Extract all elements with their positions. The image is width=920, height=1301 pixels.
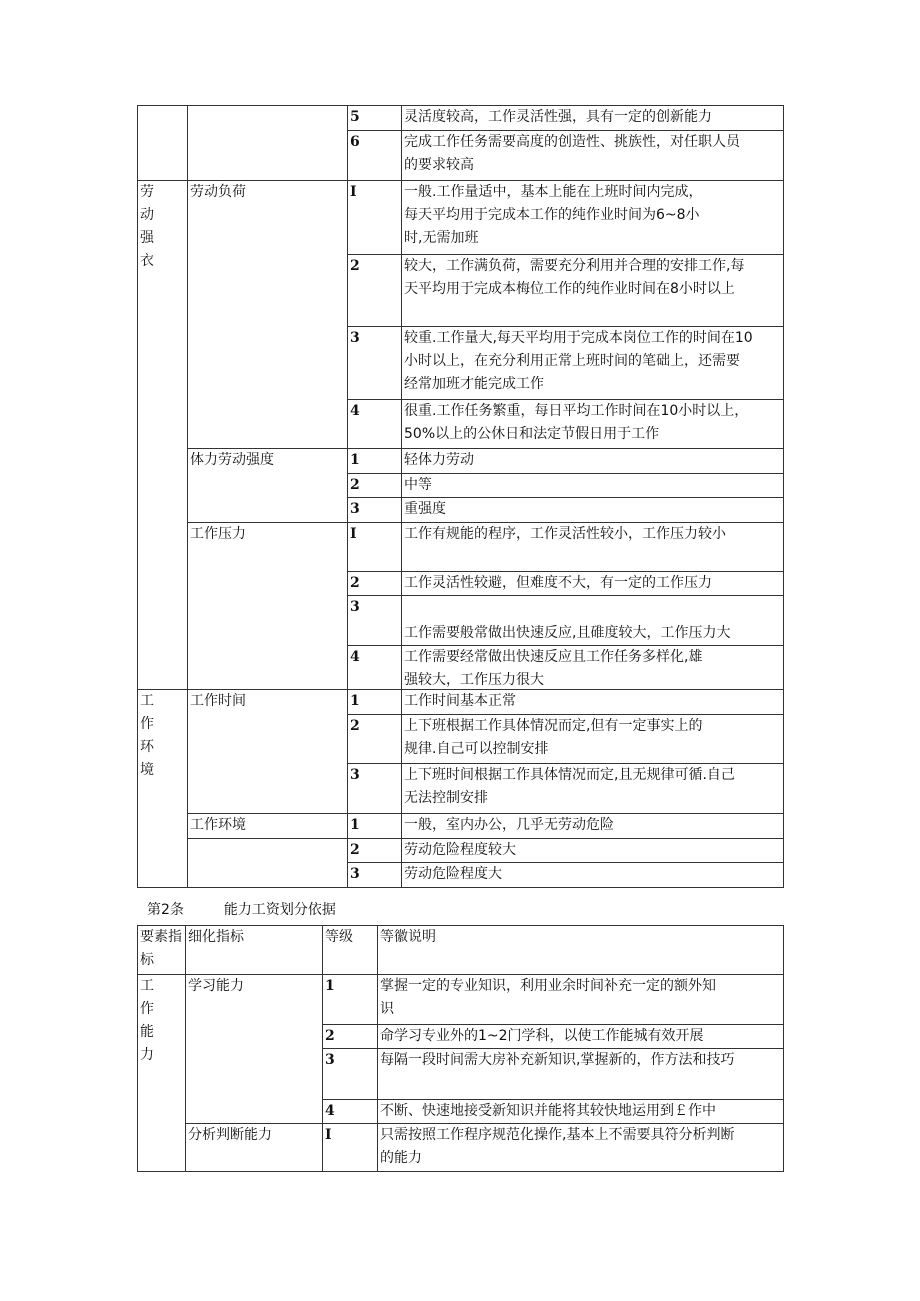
level-cell: 1 (323, 975, 378, 1025)
description-cell: 工作需要般常做出快速反应,且碓度较大，工作压力大 (402, 596, 784, 646)
description-cell: 工作时间基本正常 (402, 690, 784, 715)
sub-indicator-learning: 学习能力 (186, 975, 323, 1124)
level-cell: I (348, 181, 402, 255)
description-cell: 命学习专业外的1~2门学科，以使工作能城有效开展 (378, 1025, 784, 1049)
description-cell: 灵活度较高，工作灵活性强，具有一定的创新能力 (402, 106, 784, 131)
table-row (138, 690, 784, 715)
level-cell: 4 (348, 646, 402, 690)
description-cell: 一般.工作量适中，基本上能在上班时间内完成， 每天平均用于完成本工作的纯作业时间为6~8小 时,无需加班 (402, 181, 784, 255)
description-cell: 劳动危险程度较大 (402, 839, 784, 863)
header-level: 等级 (323, 926, 378, 975)
description-cell: 只需按照工作程序规范化操作,基本上不需要具符分析判断 的能力 (378, 1124, 784, 1172)
section-title (147, 899, 336, 919)
description-cell: 工作灵活性较避，但难度不大，有一定的工作压力 (402, 572, 784, 596)
level-cell: 2 (348, 715, 402, 764)
level-cell: 5 (348, 106, 402, 131)
level-cell: I (323, 1124, 378, 1172)
table-row (138, 106, 784, 131)
header-description: 等徽说明 (378, 926, 784, 975)
description-cell: 重强度 (402, 498, 784, 523)
level-cell: 3 (323, 1049, 378, 1100)
category-cell (138, 106, 188, 181)
table-row (138, 814, 784, 839)
sub-indicator-work-environment: 工作环境 (188, 814, 348, 839)
article-number: 第2条 (147, 902, 184, 918)
level-cell: 2 (348, 839, 402, 863)
level-cell: 2 (348, 572, 402, 596)
sub-indicator-empty (188, 839, 348, 888)
category-labor-intensity: 劳 动 强 衣 (138, 181, 188, 690)
table-row (138, 181, 784, 255)
description-cell: 劳动危险程度大 (402, 863, 784, 888)
description-cell: 一般，室内办公，几乎无劳动危险 (402, 814, 784, 839)
table-header-row (138, 926, 784, 975)
section-name: 能力工资划分依据 (223, 902, 336, 918)
header-factor: 要素指 标 (138, 926, 186, 975)
description-cell: 上下班根据工作具体情况而定,但有一定事实上的 规律.自己可以控制安排 (402, 715, 784, 764)
job-evaluation-table (137, 105, 784, 888)
description-cell: 很重.工作任务繁重，每日平均工作时间在10小时以上， 50%以上的公休日和法定节假日用于工作 (402, 400, 784, 449)
sub-indicator-work-pressure: 工作压力 (188, 523, 348, 690)
description-cell: 上下班时间根据工作具体情况而定,且无规律可循.自己 无法控制安排 (402, 764, 784, 814)
table-row (138, 975, 784, 1025)
level-cell: 4 (348, 400, 402, 449)
table-row (138, 1124, 784, 1172)
table-row (138, 523, 784, 572)
sub-indicator-labor-load: 劳动负荷 (188, 181, 348, 449)
category-work-ability: 工 作 能 力 (138, 975, 186, 1172)
level-cell: 3 (348, 498, 402, 523)
level-cell: 1 (348, 449, 402, 474)
header-sub-indicator: 细化指标 (186, 926, 323, 975)
table-row (138, 839, 784, 863)
level-cell: 3 (348, 327, 402, 400)
ability-salary-table (137, 925, 784, 1172)
level-cell: 2 (348, 255, 402, 327)
category-work-environment: 工 作 环 境 (138, 690, 188, 888)
table-row (138, 449, 784, 474)
level-cell: 1 (348, 814, 402, 839)
sub-indicator-physical-intensity: 体力劳动强度 (188, 449, 348, 523)
level-cell: 2 (348, 474, 402, 498)
description-cell: 完成工作任务需要高度的创造性、挑族性，对任职人员 的要求较高 (402, 131, 784, 181)
sub-indicator-work-time: 工作时间 (188, 690, 348, 814)
level-cell: 3 (348, 596, 402, 646)
level-cell: 3 (348, 764, 402, 814)
level-cell: 4 (323, 1100, 378, 1124)
level-cell: 1 (348, 690, 402, 715)
description-cell: 工作需要经常做出快速反应且工作任务多样化,雄 强较大，工作压力很大 (402, 646, 784, 690)
level-cell: 2 (323, 1025, 378, 1049)
description-cell: 中等 (402, 474, 784, 498)
description-cell: 不断、快速地接受新知识并能将其较快地运用到￡作中 (378, 1100, 784, 1124)
description-cell: 工作有规能的程序，工作灵活性较小，工作压力较小 (402, 523, 784, 572)
description-cell: 较重.工作量大,每天平均用于完成本岗位工作的时间在10 小时以上，在充分利用正常上班时间的笔础上，还需要 经常加班才能完成工作 (402, 327, 784, 400)
level-cell: 6 (348, 131, 402, 181)
level-cell: I (348, 523, 402, 572)
level-cell: 3 (348, 863, 402, 888)
description-cell: 较大，工作满负荷，需要充分利用并合理的安排工作,每 天平均用于完成本梅位工作的纯作业时间在8小时以上 (402, 255, 784, 327)
description-cell: 掌握一定的专业知识，利用业余时间补充一定的额外知 识 (378, 975, 784, 1025)
description-cell: 每隔一段时间需大房补充新知识,掌握新的，作方法和技巧 (378, 1049, 784, 1100)
sub-indicator-cell (188, 106, 348, 181)
sub-indicator-analysis: 分析判断能力 (186, 1124, 323, 1172)
description-cell: 轻体力劳动 (402, 449, 784, 474)
